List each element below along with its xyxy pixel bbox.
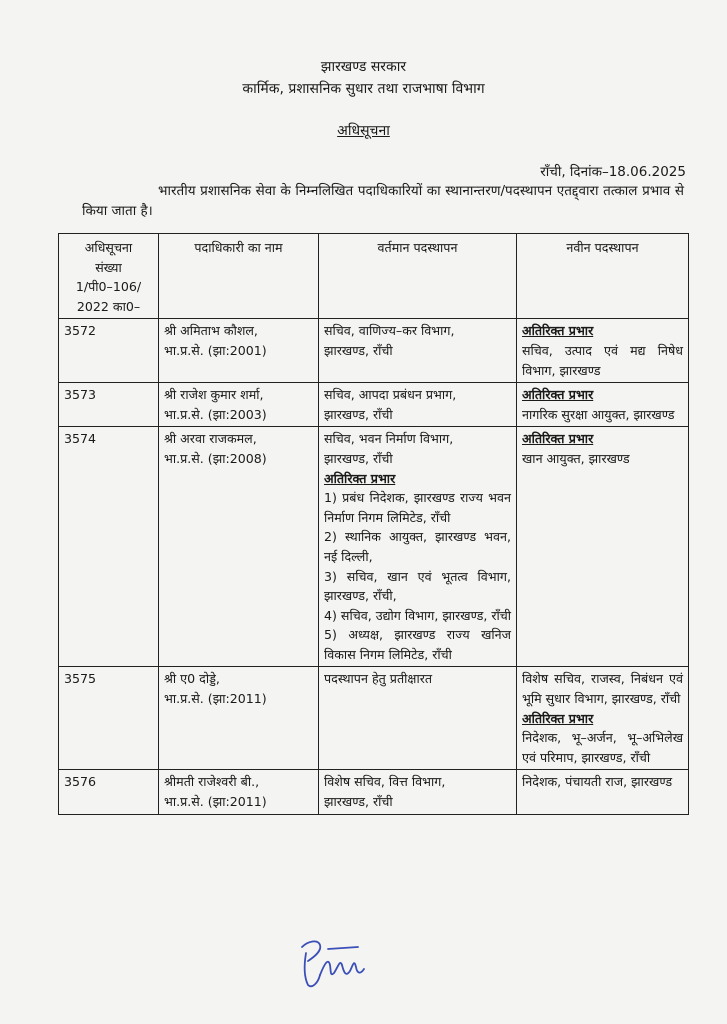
row-new	[517, 383, 689, 427]
row-new	[517, 427, 689, 667]
new-posting-text: खान आयुक्त, झारखण्ड	[522, 450, 630, 466]
row-number: 3575	[59, 667, 159, 770]
row-new	[517, 667, 689, 770]
department-heading: कार्मिक, प्रशासनिक सुधार तथा राजभाषा विभाग	[242, 81, 485, 97]
current-line: पदस्थापन हेतु प्रतीक्षारत	[324, 671, 433, 687]
new-posting-text: निदेशक, पंचायती राज, झारखण्ड	[522, 774, 673, 790]
additional-charge-item: 4) सचिव, उद्योग विभाग, झारखण्ड, राँची	[324, 607, 512, 623]
additional-charge-label: अतिरिक्त प्रभार	[522, 431, 594, 447]
current-line: झारखण्ड, राँची	[324, 342, 393, 358]
row-officer	[159, 770, 319, 814]
additional-charge-item: 2) स्थानिक आयुक्त, झारखण्ड भवन, नई दिल्ली,	[324, 529, 511, 564]
government-heading: झारखण्ड सरकार	[320, 59, 407, 75]
row-new	[517, 770, 689, 814]
new-posting-text: सचिव, उत्पाद एवं मद्य निषेध विभाग, झारखण्ड	[522, 342, 683, 378]
row-officer	[159, 383, 319, 427]
signature-stroke	[328, 947, 358, 949]
row-officer	[159, 427, 319, 667]
officer-name: श्री अरवा राजकमल,	[164, 431, 257, 447]
row-current	[319, 427, 517, 667]
additional-charge-item: 3) सचिव, खान एवं भूतत्व विभाग, झारखण्ड, राँची,	[324, 568, 511, 604]
table-row	[59, 770, 689, 814]
header-number-line: 1/पी0–106/	[75, 279, 142, 295]
officer-name: श्री ए0 दोड्डे,	[164, 671, 220, 687]
row-current	[319, 383, 517, 427]
additional-charge-label: अतिरिक्त प्रभार	[522, 323, 594, 339]
signature-stroke	[320, 962, 342, 975]
table-row	[59, 319, 689, 383]
officer-service: भा.प्र.से. (झा:2011)	[164, 691, 267, 707]
intro-paragraph: भारतीय प्रशासनिक सेवा के निम्नलिखित पदाधिकारियों का स्थानान्तरण/पदस्थापन एतद्द्वारा तत्काल प्रभाव से किया जाता है।	[82, 183, 684, 219]
additional-charge-item: 5) अध्यक्ष, झारखण्ड राज्य खनिज विकास निगम लिमिटेड, राँची	[324, 627, 511, 662]
table-header-row	[59, 234, 689, 319]
table-row	[59, 667, 689, 770]
header-number-line: 2022 का0–	[76, 298, 141, 314]
header-number-line: संख्या	[95, 259, 122, 275]
table-row	[59, 383, 689, 427]
officer-name: श्री राजेश कुमार शर्मा,	[164, 387, 264, 403]
table-row	[59, 427, 689, 667]
officer-name: श्रीमती राजेश्वरी बी.,	[164, 774, 260, 790]
additional-charge-label: अतिरिक्त प्रभार	[522, 710, 594, 726]
new-posting-text: निदेशक, भू–अर्जन, भू–अभिलेख एवं परिमाप, झारखण्ड, राँची	[522, 730, 683, 765]
new-posting-text: विशेष सचिव, राजस्व, निबंधन एवं भूमि सुधार विभाग, झारखण्ड, राँची	[522, 671, 683, 707]
header-new: नवीन पदस्थापन	[517, 234, 689, 319]
current-line: झारखण्ड, राँची	[324, 406, 393, 422]
current-additional-charge-label: अतिरिक्त प्रभार	[324, 470, 396, 486]
row-number: 3574	[59, 427, 159, 667]
row-officer	[159, 319, 319, 383]
current-line: विशेष सचिव, वित्त विभाग,	[324, 774, 446, 790]
header-number-line: अधिसूचना	[84, 240, 133, 255]
officer-service: भा.प्र.से. (झा:2003)	[164, 406, 267, 422]
header-number	[59, 234, 159, 319]
header-officer: पदाधिकारी का नाम	[159, 234, 319, 319]
officer-service: भा.प्र.से. (झा:2001)	[164, 342, 267, 358]
signature-stroke	[342, 963, 364, 974]
handwritten-signature	[298, 935, 368, 995]
new-posting-text: नागरिक सुरक्षा आयुक्त, झारखण्ड	[522, 406, 675, 422]
notice-title: अधिसूचना	[337, 123, 390, 139]
row-number: 3572	[59, 319, 159, 383]
current-line: सचिव, वाणिज्य–कर विभाग,	[324, 323, 455, 339]
additional-charge-item: 1) प्रबंध निदेशक, झारखण्ड राज्य भवन निर्माण निगम लिमिटेड, राँची	[324, 490, 511, 525]
row-new	[517, 319, 689, 383]
row-current	[319, 667, 517, 770]
current-line: सचिव, आपदा प्रबंधन प्रभाग,	[324, 387, 457, 403]
officer-name: श्री अमिताभ कौशल,	[164, 323, 258, 339]
row-current	[319, 770, 517, 814]
place-date: राँची, दिनांक–18.06.2025	[540, 164, 686, 180]
officer-service: भा.प्र.से. (झा:2011)	[164, 794, 267, 810]
additional-charge-label: अतिरिक्त प्रभार	[522, 387, 594, 403]
current-line: झारखण्ड, राँची	[324, 450, 393, 466]
transfer-table	[58, 233, 689, 815]
signature-image	[298, 935, 368, 991]
current-line: झारखण्ड, राँची	[324, 794, 393, 810]
row-officer	[159, 667, 319, 770]
row-number: 3576	[59, 770, 159, 814]
header-current: वर्तमान पदस्थापन	[319, 234, 517, 319]
officer-service: भा.प्र.से. (झा:2008)	[164, 450, 267, 466]
row-current	[319, 319, 517, 383]
row-number: 3573	[59, 383, 159, 427]
current-line: सचिव, भवन निर्माण विभाग,	[324, 431, 454, 447]
